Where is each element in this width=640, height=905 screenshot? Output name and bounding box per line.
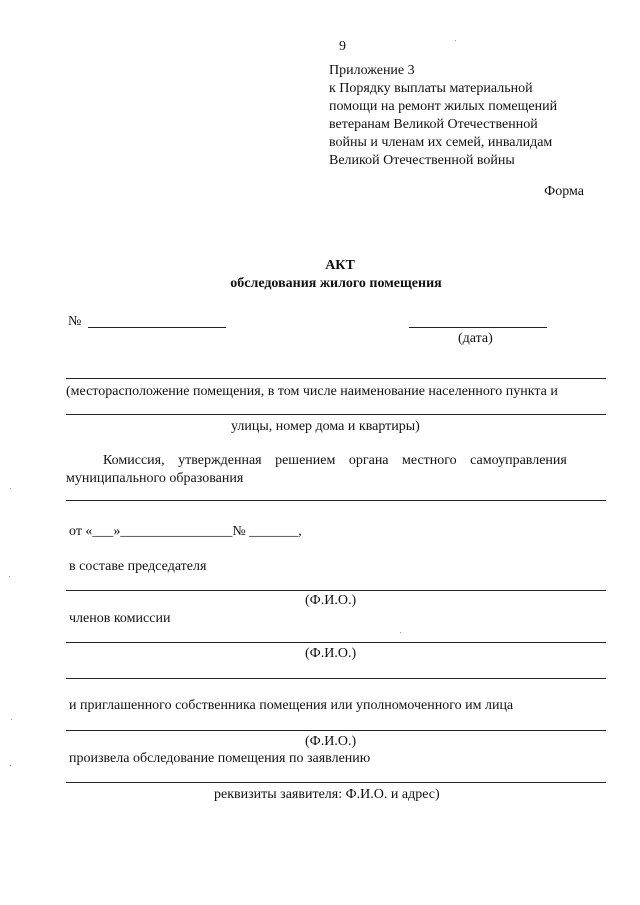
members-label: членов комиссии — [69, 611, 171, 626]
applicant-caption: реквизиты заявителя: Ф.И.О. и адрес) — [214, 787, 440, 802]
chairman-field-line — [66, 590, 606, 591]
scan-speck — [11, 719, 12, 720]
number-field-line — [88, 327, 226, 328]
members-fio-caption: (Ф.И.О.) — [305, 646, 357, 661]
invited-fio-caption: (Ф.И.О.) — [305, 734, 357, 749]
appendix-line: к Порядку выплаты материальной — [329, 81, 533, 96]
appendix-line: Приложение 3 — [329, 63, 415, 78]
scan-speck — [9, 576, 10, 577]
form-label: Форма — [544, 184, 584, 199]
date-caption: (дата) — [458, 331, 493, 346]
commission-text-1: Комиссия, утвержденная решением органа местного самоуправления — [103, 453, 567, 468]
appendix-line: помощи на ремонт жилых помещений — [329, 99, 558, 114]
document-subtitle: обследования жилого помещения — [230, 276, 442, 291]
appendix-line: войны и членам их семей, инвалидам — [329, 135, 553, 150]
page-number: 9 — [339, 39, 346, 54]
date-field-line — [409, 327, 547, 328]
inspection-label: произвела обследование помещения по заявлению — [69, 751, 371, 766]
members-field-line-2 — [66, 678, 606, 679]
invited-field-line — [66, 730, 606, 731]
location-caption-2: улицы, номер дома и квартиры) — [231, 419, 420, 434]
scan-speck — [10, 765, 11, 766]
scan-speck — [400, 632, 401, 633]
number-label: № — [68, 314, 82, 329]
scan-speck — [455, 40, 456, 41]
location-field-line — [66, 378, 606, 379]
appendix-line: ветеранам Великой Отечественной — [329, 117, 538, 132]
location-field-line-2 — [66, 414, 606, 415]
members-field-line — [66, 642, 606, 643]
chairman-label: в составе председателя — [69, 559, 207, 574]
scan-speck — [10, 488, 11, 489]
appendix-line: Великой Отечественной войны — [329, 153, 515, 168]
chairman-fio-caption: (Ф.И.О.) — [305, 593, 357, 608]
from-date-number: от «___»________________№ _______, — [69, 524, 302, 539]
invited-label: и приглашенного собственника помещения или уполномоченного им лица — [69, 698, 514, 713]
commission-field-line — [66, 500, 606, 501]
document-title: АКТ — [325, 258, 355, 273]
applicant-field-line — [66, 782, 606, 783]
location-caption-1: (месторасположение помещения, в том числе наименование населенного пункта и — [66, 384, 558, 399]
commission-text-2: муниципального образования — [66, 471, 244, 486]
